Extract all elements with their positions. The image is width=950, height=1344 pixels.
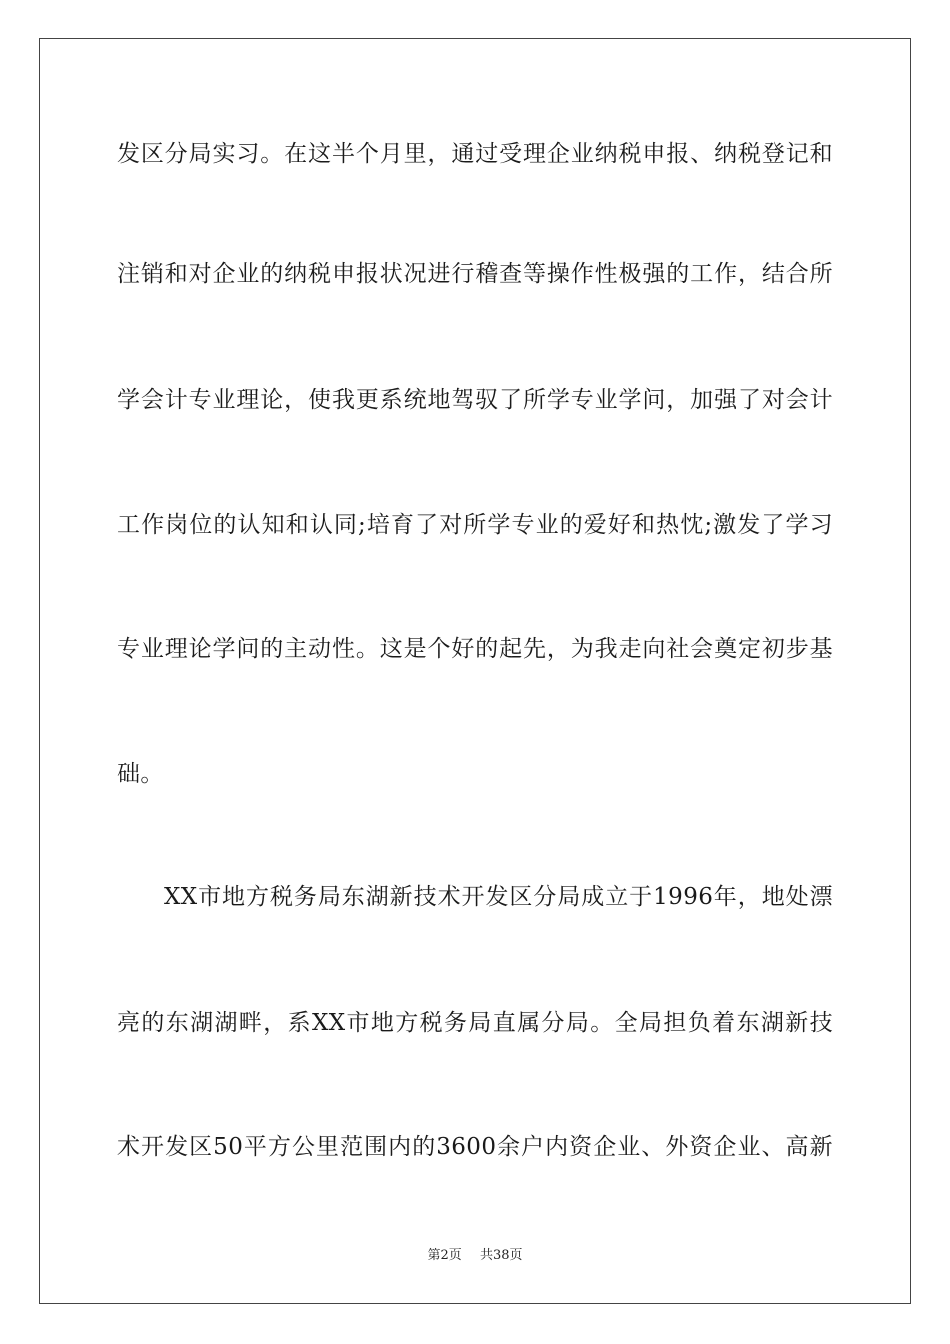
page-number-total: 共38页 xyxy=(479,1248,523,1263)
page-border xyxy=(39,38,911,1304)
body-text-line: 专业理论学问的主动性。这是个好的起先，为我走向社会奠定初步基 xyxy=(117,636,833,662)
body-text-line: 学会计专业理论，使我更系统地驾驭了所学专业学问，加强了对会计 xyxy=(117,387,833,413)
body-text-line: 发区分局实习。在这半个月里，通过受理企业纳税申报、纳税登记和 xyxy=(117,141,833,167)
body-text-line-indented: XX市地方税务局东湖新技术开发区分局成立于1996年，地处漂 xyxy=(164,884,833,910)
body-text-line: 亮的东湖湖畔，系XX市地方税务局直属分局。全局担负着东湖新技 xyxy=(117,1010,833,1036)
page-footer xyxy=(0,1247,950,1265)
body-text-line: 术开发区50平方公里范围内的3600余户内资企业、外资企业、高新 xyxy=(117,1134,833,1160)
body-text-line: 注销和对企业的纳税申报状况进行稽查等操作性极强的工作，结合所 xyxy=(117,261,833,287)
page-number-current: 第2页 xyxy=(427,1248,462,1263)
body-text-line: 工作岗位的认知和认同;培育了对所学专业的爱好和热忱;激发了学习 xyxy=(117,512,833,538)
body-text-line: 础。 xyxy=(117,761,164,787)
